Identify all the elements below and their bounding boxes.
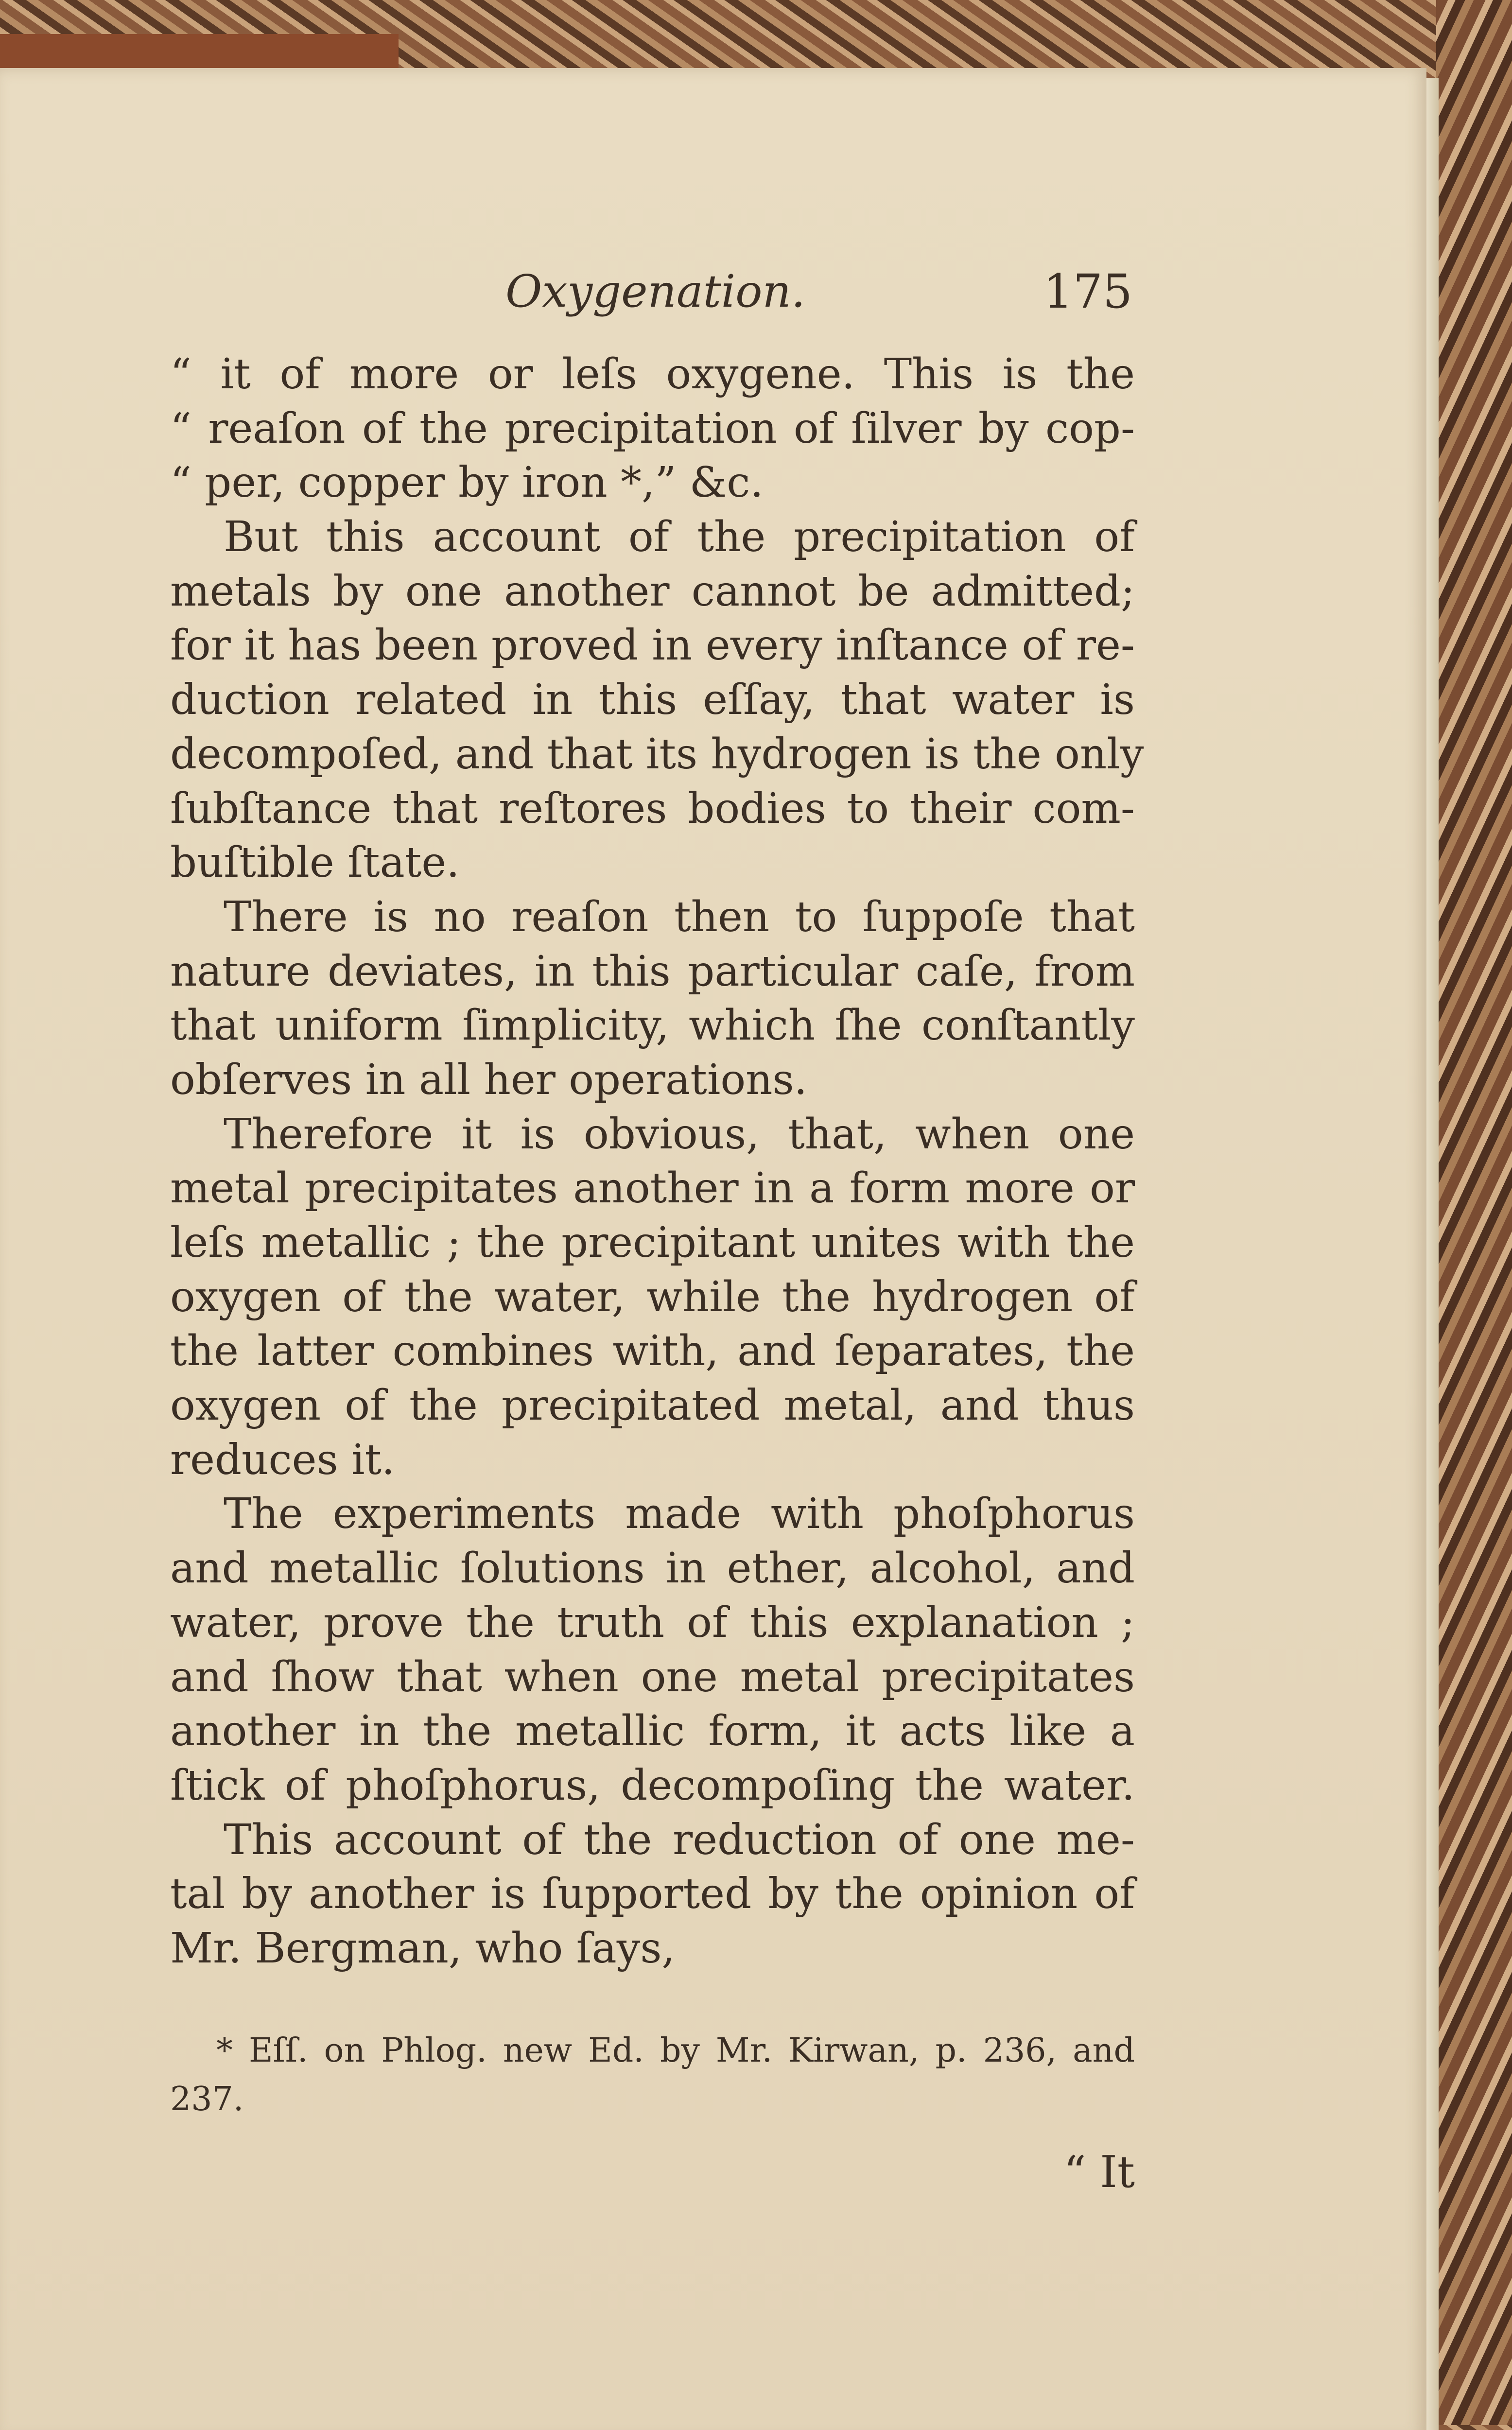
text-line: oxygen of the precipitated metal, and thus <box>170 1381 1135 1430</box>
text-line: metal precipitates another in a form more or <box>170 1164 1135 1213</box>
text-line: ſubſtance that reſtores bodies to their com- <box>170 784 1135 833</box>
text-line: ſtick of phoſphorus, decompoſing the water. <box>170 1761 1135 1810</box>
text-line: tal by another is ſupported by the opinion of <box>170 1870 1135 1919</box>
text-line: nature deviates, in this particular caſe, from <box>170 947 1135 996</box>
text-line: the latter combines with, and ſeparates, the <box>170 1327 1135 1376</box>
marbled-binding-right <box>1436 0 1512 2430</box>
page-number: 175 <box>1043 264 1132 319</box>
footnote-line: * Eſſ. on Phlog. new Ed. by Mr. Kirwan, p. 236, and <box>216 2031 1135 2070</box>
text-line: and metallic ſolutions in ether, alcohol, and <box>170 1544 1135 1593</box>
catchword: “ It <box>1063 2147 1135 2198</box>
text-line: duction related in this eſſay, that water is <box>170 676 1135 725</box>
text-line: that uniform ſimplicity, which ſhe conſtantly <box>170 1001 1135 1050</box>
text-line: reduces it. <box>170 1435 395 1484</box>
text-line: This account of the reduction of one me- <box>224 1815 1135 1864</box>
footnote-line: 237. <box>170 2080 244 2118</box>
text-line: leſs metallic ; the precipitant unites with the <box>170 1218 1135 1267</box>
footnote <box>170 2027 1135 2124</box>
body-text <box>170 347 1144 1976</box>
text-line: water, prove the truth of this explanation ; <box>170 1598 1135 1647</box>
text-line: for it has been proved in every inſtance of re- <box>170 621 1135 670</box>
running-title: Oxygenation. <box>505 265 806 317</box>
text-line: “ reaſon of the precipitation of ſilver by cop- <box>170 404 1135 453</box>
text-line: another in the metallic form, it acts like a <box>170 1707 1135 1756</box>
text-line: decompoſed, and that its hydrogen is the only <box>170 729 1144 779</box>
text-line: But this account of the precipitation of <box>224 513 1135 562</box>
text-line: oxygen of the water, while the hydrogen of <box>170 1272 1135 1321</box>
text-line: Mr. Bergman, who ſays, <box>170 1924 675 1973</box>
text-line: metals by one another cannot be admitted; <box>170 567 1135 616</box>
text-line: obſerves in all her operations. <box>170 1055 807 1104</box>
running-head <box>175 260 1132 323</box>
text-line: “ per, copper by iron *,” &c. <box>170 458 764 507</box>
text-line: buſtible ſtate. <box>170 838 460 887</box>
leather-spine-top <box>0 34 399 73</box>
text-line: and ſhow that when one metal precipitates <box>170 1652 1135 1701</box>
text-line: Therefore it is obvious, that, when one <box>224 1110 1135 1159</box>
text-line: “ it of more or leſs oxygene. This is the <box>170 350 1135 399</box>
text-line: There is no reaſon then to ſuppoſe that <box>224 892 1135 941</box>
text-line: The experiments made with phoſphorus <box>224 1490 1135 1539</box>
